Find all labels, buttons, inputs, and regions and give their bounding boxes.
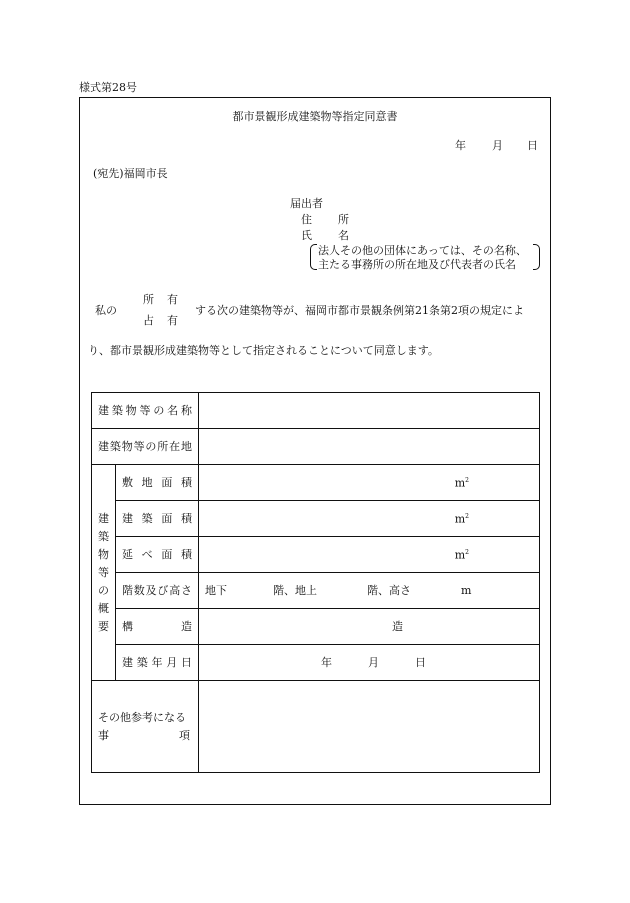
site-area-value[interactable]	[199, 465, 540, 501]
form-title: 都市景観形成建築物等指定同意書	[232, 110, 398, 123]
note-line-1: 法人その他の団体にあっては、その名称、	[318, 244, 527, 257]
date-day: 日	[527, 139, 538, 152]
table-row	[92, 429, 540, 465]
date-year: 年	[455, 139, 466, 152]
statement-text-1: する次の建築物等が、福岡市都市景観条例第21条第2項の規定によ	[195, 304, 524, 317]
occupant-2: 有	[167, 314, 178, 327]
building-name-value[interactable]	[199, 393, 540, 429]
built-date-label: 建築年月日	[116, 645, 199, 681]
built-date-value[interactable]: 年 月 日	[199, 645, 540, 681]
site-area-label: 敷地面積	[116, 465, 199, 501]
statement-watashi: 私の	[95, 304, 117, 317]
table-row	[92, 573, 540, 609]
table-row	[92, 609, 540, 645]
occupant-1: 占	[143, 314, 154, 327]
building-location-label: 建築物等の所在地	[92, 429, 199, 465]
address-label-2: 所	[338, 213, 349, 226]
addressee: (宛先)福岡市長	[93, 167, 168, 180]
table-row	[92, 465, 540, 501]
building-area-value[interactable]	[199, 501, 540, 537]
building-location-value[interactable]	[199, 429, 540, 465]
structure-value[interactable]: 造	[199, 609, 540, 645]
floor-area-unit: $m^2$	[454, 548, 469, 561]
building-table	[91, 392, 540, 773]
floor-area-value[interactable]	[199, 537, 540, 573]
other-notes-value[interactable]	[199, 681, 540, 773]
table-row	[92, 393, 540, 429]
statement-text-2: り、都市景観形成建築物等として指定されることについて同意します。	[88, 344, 439, 357]
address-label-1: 住	[301, 213, 312, 226]
owner-2: 有	[167, 293, 178, 306]
name-label-2: 名	[338, 229, 349, 242]
floor-area-label: 延べ面積	[116, 537, 199, 573]
table-row	[92, 681, 540, 773]
other-notes-label: その他参考になる 事 項	[92, 681, 199, 773]
table-row	[92, 501, 540, 537]
date-month: 月	[492, 139, 503, 152]
owner-1: 所	[143, 293, 154, 306]
name-label-1: 氏	[301, 229, 312, 242]
floors-height-value[interactable]: 地下 階、地上 階、高さ m	[199, 573, 540, 609]
note-bracket-right	[533, 244, 540, 270]
building-area-unit: $m^2$	[454, 512, 469, 525]
floors-height-label: 階数及び高さ	[116, 573, 199, 609]
applicant-heading: 届出者	[290, 197, 323, 210]
structure-label: 構造	[116, 609, 199, 645]
table-row	[92, 645, 540, 681]
form-number: 様式第28号	[79, 81, 137, 94]
building-area-label: 建築面積	[116, 501, 199, 537]
outline-label: 建 築 物 等 の 概 要	[92, 465, 116, 681]
building-name-label: 建築物等の名称	[92, 393, 199, 429]
note-line-2: 主たる事務所の所在地及び代表者の氏名	[318, 258, 516, 271]
site-area-unit: $m^2$	[454, 476, 469, 489]
note-bracket-left	[310, 244, 317, 270]
table-row	[92, 537, 540, 573]
